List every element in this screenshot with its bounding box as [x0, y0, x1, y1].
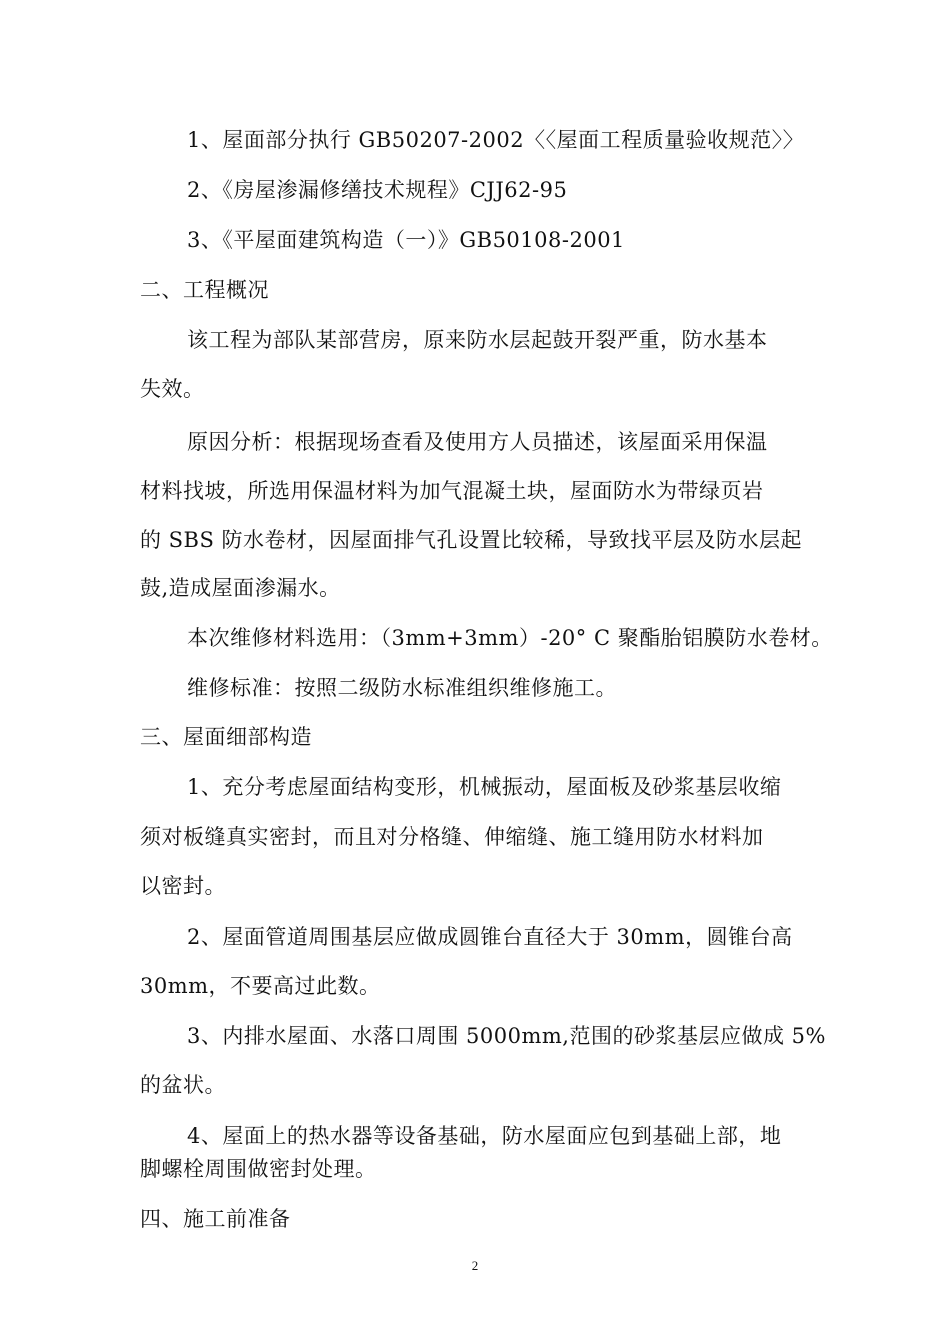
overview-paragraph-line: 该工程为部队某部营房，原来防水层起鼓开裂严重，防水基本	[187, 328, 768, 352]
section-heading-details: 三、屋面细部构造	[140, 725, 312, 749]
reference-1: 1、屋面部分执行 GB50207-2002〈〈屋面工程质量验收规范〉〉	[187, 128, 805, 152]
analysis-paragraph-line: 原因分析：根据现场查看及使用方人员描述，该屋面采用保温	[187, 430, 768, 454]
analysis-paragraph-line: 的 SBS 防水卷材，因屋面排气孔设置比较稀，导致找平层及防水层起	[140, 528, 803, 552]
detail-item-4-line: 脚螺栓周围做密封处理。	[140, 1157, 377, 1181]
detail-item-1-line: 须对板缝真实密封，而且对分格缝、伸缩缝、施工缝用防水材料加	[140, 825, 764, 849]
reference-3: 3、《平屋面建筑构造（一）》GB50108-2001	[187, 228, 625, 252]
analysis-paragraph-line: 材料找坡，所选用保温材料为加气混凝土块，屋面防水为带绿页岩	[140, 479, 764, 503]
page-number: 2	[471, 1258, 479, 1273]
section-heading-preparation: 四、施工前准备	[140, 1207, 291, 1231]
detail-item-3-line: 的盆状。	[140, 1073, 226, 1097]
detail-item-3-line: 3、内排水屋面、水落口周围 5000mm,范围的砂浆基层应做成 5%	[187, 1024, 826, 1048]
standard-line: 维修标准：按照二级防水标准组织维修施工。	[187, 676, 617, 700]
detail-item-4-line: 4、屋面上的热水器等设备基础，防水屋面应包到基础上部，地	[187, 1124, 782, 1148]
overview-paragraph-line: 失效。	[140, 377, 205, 401]
detail-item-2-line: 2、屋面管道周围基层应做成圆锥台直径大于 30mm，圆锥台高	[187, 925, 793, 949]
reference-2: 2、《房屋渗漏修缮技术规程》CJJ62-95	[187, 178, 568, 202]
section-heading-overview: 二、工程概况	[140, 278, 269, 302]
materials-line: 本次维修材料选用：（3mm+3mm）-20° C 聚酯胎铝膜防水卷材。	[187, 626, 833, 650]
detail-item-1-line: 以密封。	[140, 874, 226, 898]
detail-item-2-line: 30mm，不要高过此数。	[140, 974, 381, 998]
detail-item-1-line: 1、充分考虑屋面结构变形，机械振动，屋面板及砂浆基层收缩	[187, 775, 782, 799]
analysis-paragraph-line: 鼓,造成屋面渗漏水。	[140, 576, 341, 600]
